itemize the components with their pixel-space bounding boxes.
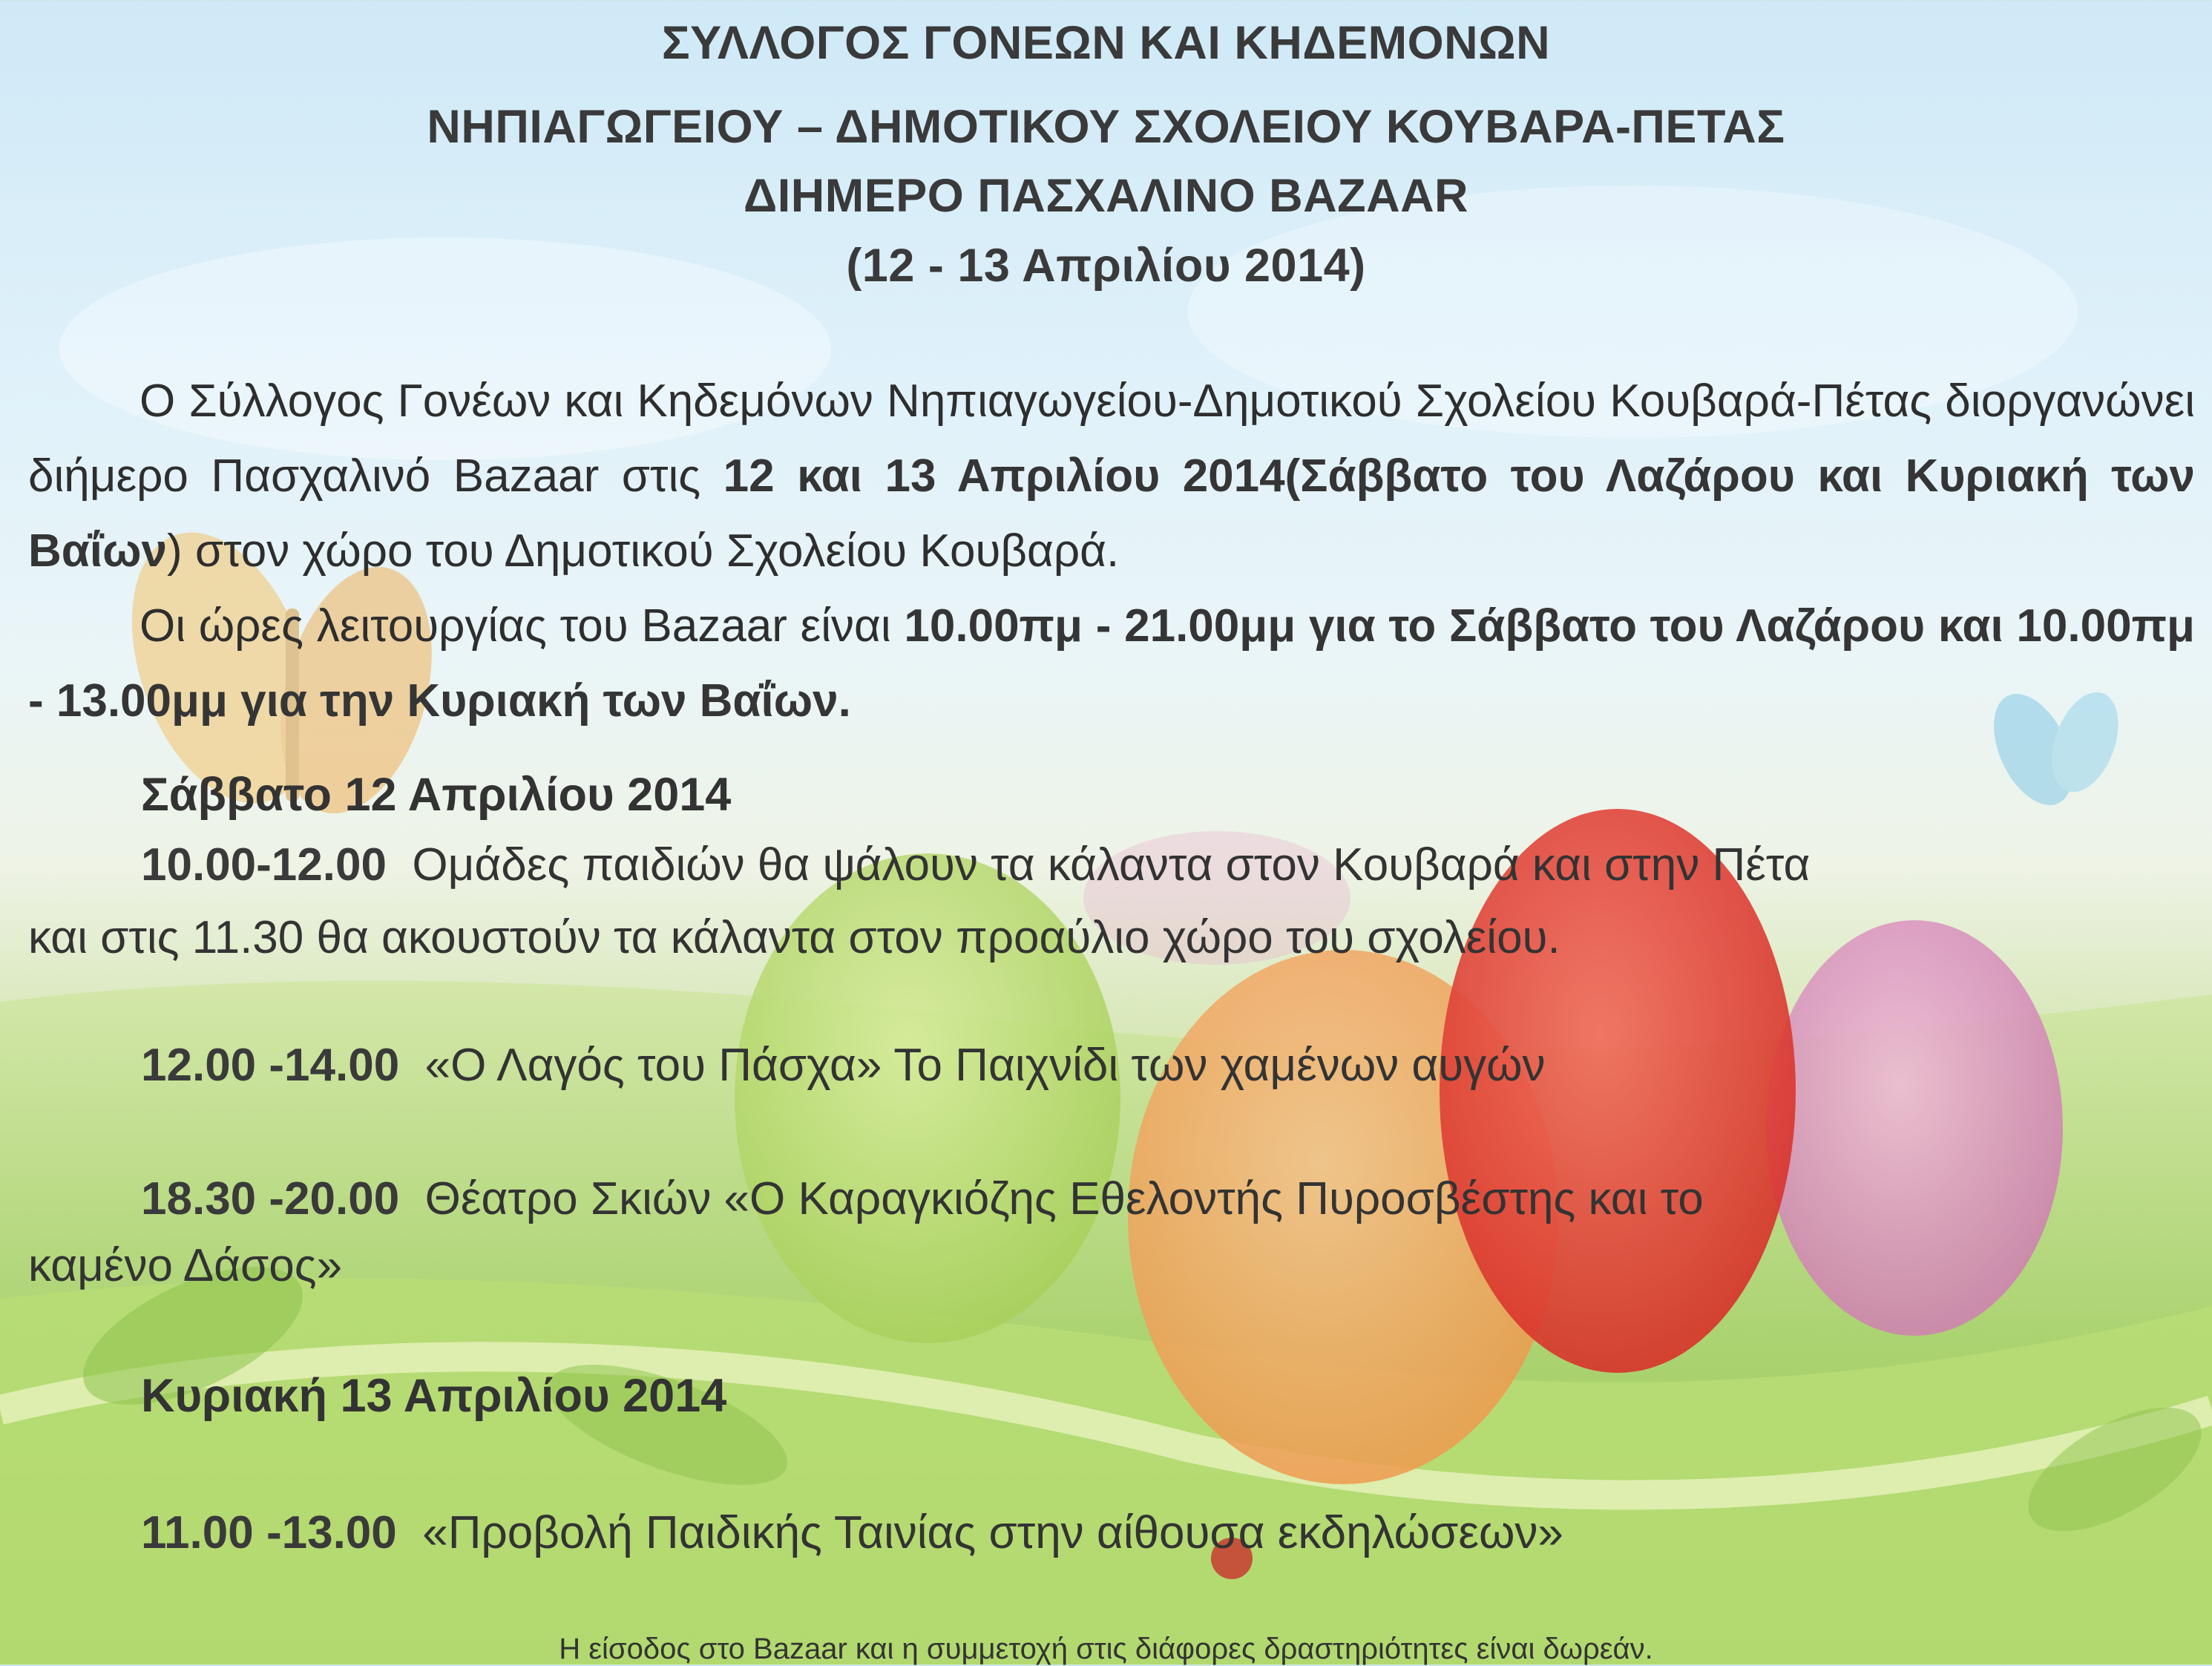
schedule-item-continued: καμένο Δάσος»	[28, 1240, 343, 1291]
schedule-text: «Προβολή Παιδικής Ταινίας στην αίθουσα εκδηλώσεων»	[422, 1507, 1563, 1558]
sunday-heading: Κυριακή 13 Απριλίου 2014	[141, 1370, 727, 1422]
school-title: ΝΗΠΙΑΓΩΓΕΙΟΥ – ΔΗΜΟΤΙΚΟΥ ΣΧΟΛΕΙΟΥ ΚΟΥΒΑΡΑ-ΠΕΤΑΣ	[427, 101, 1785, 153]
organization-title: ΣΥΛΛΟΓΟΣ ΓΟΝΕΩΝ ΚΑΙ ΚΗΔΕΜΟΝΩΝ	[661, 17, 1551, 69]
intro-paragraph-1: Ο Σύλλογος Γονέων και Κηδεμόνων Νηπιαγωγείου-Δημοτικού Σχολείου Κουβαρά-Πέτας διοργανώνει διήμερο Πασχαλινό Bazaar στις 12 και 13 Απριλίου 2014(Σάββατο του Λαζάρου και Κυριακή των Βαΐων) στον χώρο του Δημοτικού Σχολείου Κουβαρά.	[28, 375, 2196, 577]
schedule-item-continued: και στις 11.30 θα ακουστούν τα κάλαντα στον προαύλιο χώρο του σχολείου.	[28, 912, 1560, 963]
intro-text	[28, 364, 2195, 738]
schedule-time: 11.00 -13.00	[141, 1507, 397, 1558]
schedule-time: 10.00-12.00	[141, 839, 387, 891]
saturday-heading: Σάββατο 12 Απριλίου 2014	[141, 769, 732, 821]
schedule-item	[141, 839, 1810, 891]
schedule-text: Ομάδες παιδιών θα ψάλουν τα κάλαντα στον Κουβαρά και στην Πέτα	[412, 839, 1811, 891]
intro-paragraph-2: Οι ώρες λειτουργίας του Bazaar είναι 10.00πμ - 21.00μμ για το Σάββατο του Λαζάρου και 10.00πμ - 13.00μμ για την Κυριακή των Βαΐων.	[28, 600, 2195, 727]
schedule-item	[141, 1173, 1704, 1225]
schedule-time: 12.00 -14.00	[141, 1040, 400, 1091]
schedule-item	[141, 1039, 1546, 1092]
event-title: ΔΙΗΜΕΡΟ ΠΑΣΧΑΛΙΝΟ BAZAAR	[743, 170, 1469, 222]
schedule-item	[141, 1506, 1563, 1559]
schedule-text: «Ο Λαγός του Πάσχα» Το Παιχνίδι των χαμένων αυγών	[424, 1040, 1546, 1091]
schedule-time: 18.30 -20.00	[141, 1173, 400, 1224]
event-dates: (12 - 13 Απριλίου 2014)	[846, 240, 1366, 292]
schedule-text: Θέατρο Σκιών «Ο Καραγκιόζης Εθελοντής Πυροσβέστης και το	[424, 1173, 1704, 1224]
free-entry-note: Η είσοδος στο Bazaar και η συμμετοχή στις διάφορες δραστηριότητες είναι δωρεάν.	[559, 1633, 1653, 1665]
